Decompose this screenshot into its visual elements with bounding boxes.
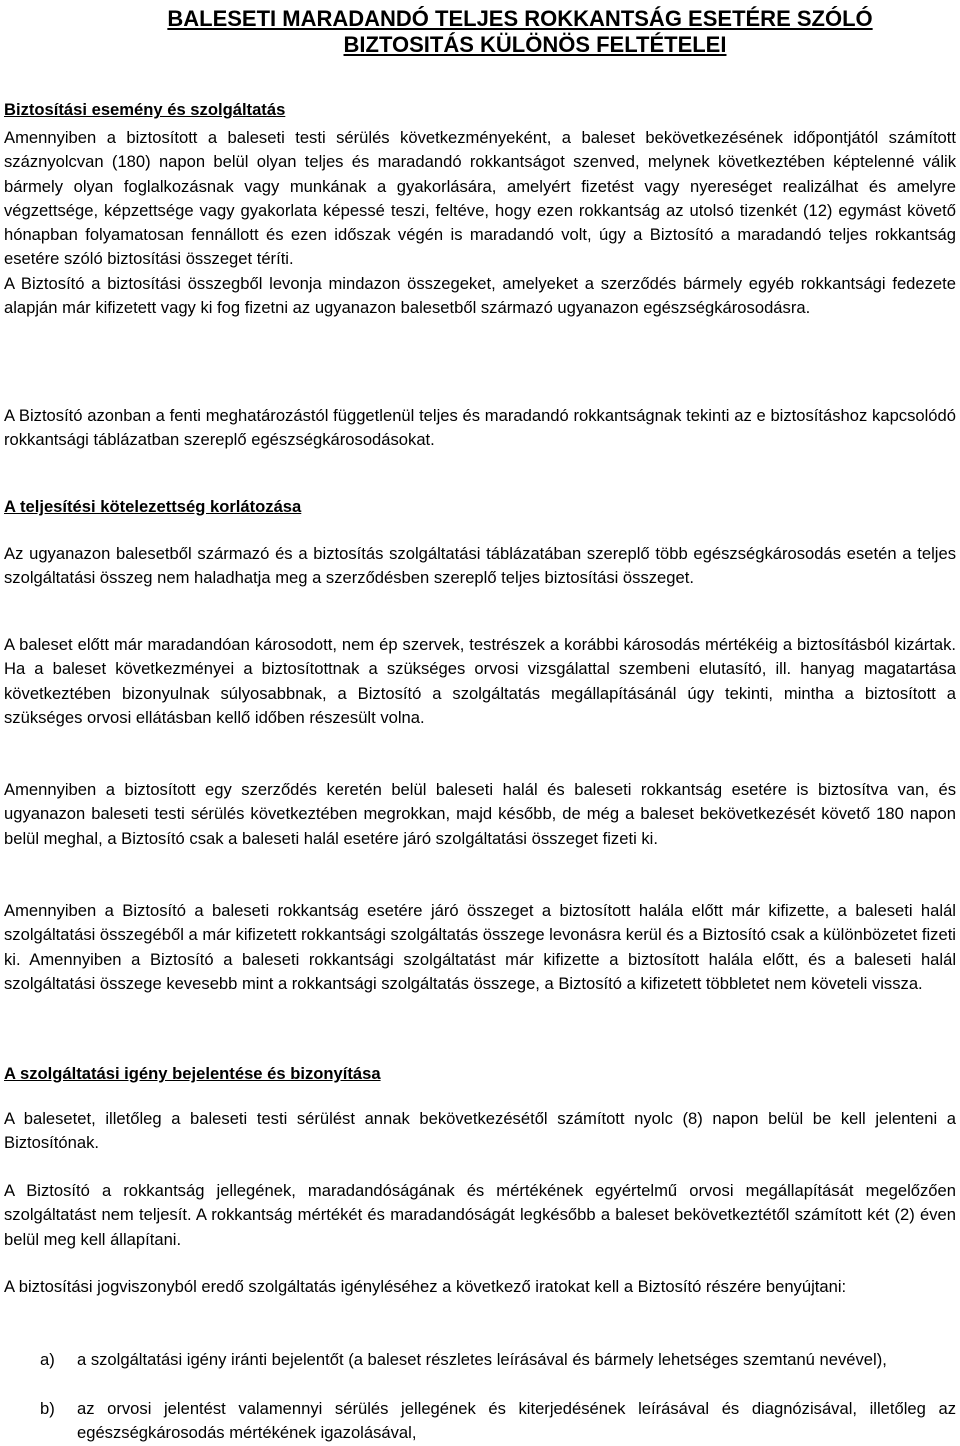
paragraph-text: A Biztosító a biztosítási összegből levonja mindazon összegeket, amelyeket a szerződés bármely egyéb rokkantsági fedezete alapján már kifizetett vagy ki fog fizetni az ugyanazon balesetből származó ugyanazon egészségkárosodásra. — [4, 273, 956, 318]
paragraph-text: A baleset előtt már maradandóan károsodott, nem ép szervek, testrészek a korábbi károsodás mértékéig a biztosításból kizártak. Ha a baleset következményei a biztosítottnak a szükséges orvosi vizsgálattal szembeni elutasító, ill. hanyag magatartása következtében bizonyulnak súlyosabbnak, a Biztosító a szolgáltatás megállapításánál úgy tekinti, mintha a biztosított a szükséges orvosi ellátásban kellő időben részesült volna. — [4, 635, 956, 727]
paragraph-prior-damage — [4, 633, 956, 730]
title-line-1: BALESETI MARADANDÓ TELJES ROKKANTSÁG ESETÉRE SZÓLÓ — [167, 6, 873, 31]
paragraph-text: A Biztosító a rokkantság jellegének, maradandóságának és mértékének egyértelmű orvosi megállapítását megelőzően szolgáltatást nem teljesít. A rokkantság mértékét és maradandóságát legkésőbb a baleset bekövetkeztétől számított két (2) éven belül meg kell állapítani. — [4, 1181, 956, 1249]
list-item-label: b) — [40, 1399, 55, 1418]
paragraph-text: Amennyiben a Biztosító a baleseti rokkantság esetére járó összeget a biztosított halála előtt már kifizette, a baleseti halál szolgáltatási összegéből a már kifizetett rokkantsági szolgáltatás összege levonásra kerül és a Biztosító csak a különbözetet fizeti ki. Amennyiben a Biztosító a baleseti rokkantsági szolgáltatást már kifizette a biztosított halála előtt, és a baleseti halál szolgáltatási összege kevesebb mint a rokkantsági szolgáltatás összege, a Biztosító a kifizetett többletet nem követeli vissza. — [4, 901, 956, 993]
list-item-text: az orvosi jelentést valamennyi sérülés jellegének és kiterjedésének leírásával és diagnózisával, illetőleg az egészségkárosodás mértékének igazolásával, — [77, 1399, 956, 1443]
paragraph-medical-assessment — [4, 1179, 956, 1252]
paragraph-text: A biztosítási jogviszonyból eredő szolgáltatás igényléséhez a következő iratokat kell a Biztosító részére benyújtani: — [4, 1277, 847, 1296]
paragraph-text: Az ugyanazon balesetből származó és a biztosítás szolgáltatási táblázatában szereplő több egészségkárosodás esetén a teljes szolgáltatási összeg nem haladhatja meg a szerződésben szereplő teljes biztosítási összeget. — [4, 544, 956, 588]
paragraph-text: Amennyiben a biztosított a baleseti testi sérülés következményeként, a baleset bekövetkezésének időpontjától számított száznyolcvan (180) napon belül olyan teljes és maradandó rokkantságot szenved, melynek következtében képtelenné válik bármely olyan foglalkozásnak vagy munkának a gyakorlására, amelyért fizetést vagy nyereséget realizálhat és amelyre végzettsége, képzettsége vagy gyakorlata képessé teszi, feltéve, hogy ezen rokkantság az utolsó tizenkét (12) egymást követő hónapban folyamatosan fennállott és ezen időszak végén is maradandó volt, úgy a Biztosító a maradandó teljes rokkantság esetére szóló biztosítási összeget téríti. — [4, 128, 956, 269]
section-heading-event: Biztosítási esemény és szolgáltatás — [4, 100, 286, 119]
paragraph-text: A Biztosító azonban a fenti meghatározástól függetlenül teljes és maradandó rokkantságnak tekinti az e biztosításhoz kapcsolódó rokkantsági táblázatban szereplő egészségkárosodásokat. — [4, 406, 956, 450]
paragraph-documents-required — [4, 1275, 956, 1299]
paragraph-table-reference — [4, 404, 956, 453]
paragraph-event-definition — [4, 126, 956, 320]
list-item — [4, 1348, 956, 1372]
list-item — [4, 1397, 956, 1446]
paragraph-text: Amennyiben a biztosított egy szerződés keretén belül baleseti halál és baleseti rokkantság esetére is biztosítva van, és ugyanazon baleseti testi sérülés következtében megrokkan, majd később, de még a baleset bekövetkezését követő 180 napon belül meghal, a Biztosító csak a baleseti halál esetére járó szolgáltatási összeget fizeti ki. — [4, 780, 956, 848]
document-title — [84, 6, 956, 58]
section-heading-claim: A szolgáltatási igény bejelentése és bizonyítása — [4, 1064, 381, 1083]
list-item-text: a szolgáltatási igény iránti bejelentőt (a baleset részletes leírásával és bármely lehetséges szemtanú nevével), — [77, 1350, 887, 1369]
title-line-2: BIZTOSITÁS KÜLÖNÖS FELTÉTELEI — [343, 32, 727, 57]
paragraph-multiple-damage — [4, 542, 956, 591]
paragraph-text: A balesetet, illetőleg a baleseti testi sérülést annak bekövetkezésétől számított nyolc (8) napon belül be kell jelenteni a Biztosítónak. — [4, 1109, 956, 1153]
paragraph-death-after-disability — [4, 778, 956, 851]
paragraph-notification — [4, 1107, 956, 1156]
paragraph-deduction — [4, 899, 956, 996]
list-item-label: a) — [40, 1350, 55, 1369]
document-page — [0, 6, 960, 1446]
section-heading-limitation: A teljesítési kötelezettség korlátozása — [4, 497, 302, 516]
